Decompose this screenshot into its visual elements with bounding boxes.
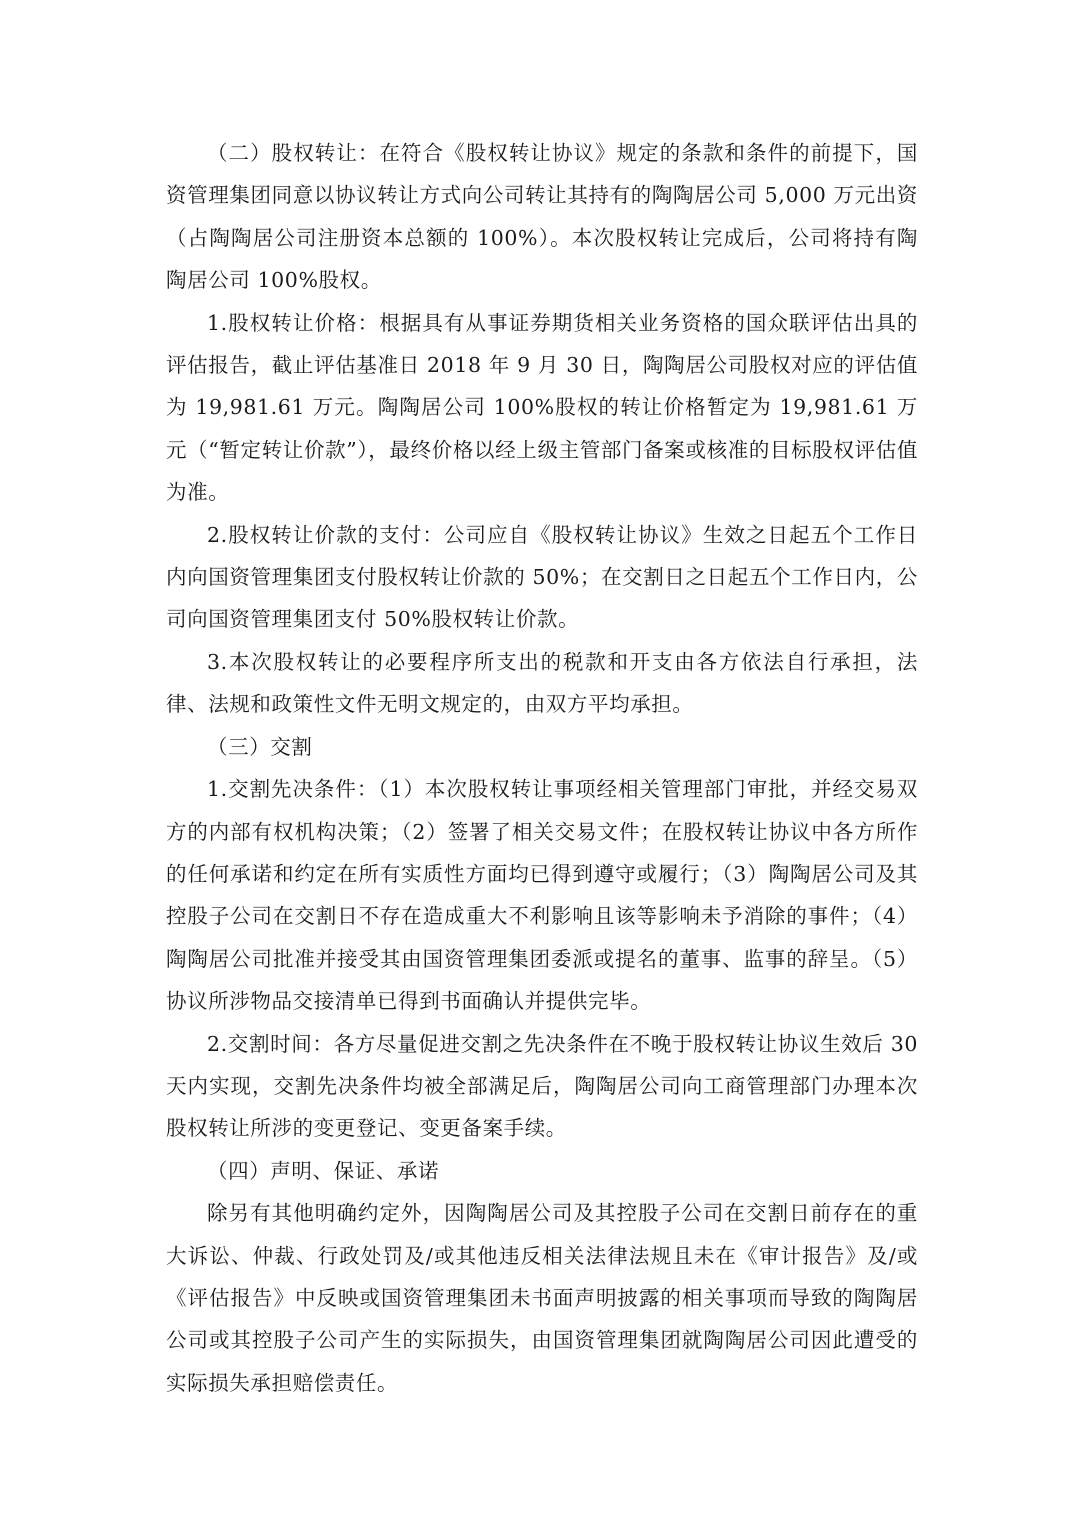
paragraph-closing-conditions: 1.交割先决条件：（1）本次股权转让事项经相关管理部门审批，并经交易双方的内部有权机构决策；（2）签署了相关交易文件；在股权转让协议中各方所作的任何承诺和约定在所有实质性方面均已得到遵守或履行；（3）陶陶居公司及其控股子公司在交割日不存在造成重大不利影响且该等影响未予消除的事件；（4）陶陶居公司批准并接受其由国资管理集团委派或提名的董事、监事的辞呈。（5）协议所涉物品交接清单已得到书面确认并提供完毕。 xyxy=(166,777,918,1014)
document-page xyxy=(166,132,918,1404)
paragraph-closing-time: 2.交割时间：各方尽量促进交割之先决条件在不晚于股权转让协议生效后 30 天内实现，交割先决条件均被全部满足后，陶陶居公司向工商管理部门办理本次股权转让所涉的变更登记、变更备案手续。 xyxy=(166,1031,918,1141)
paragraph-indemnity: 除另有其他明确约定外，因陶陶居公司及其控股子公司在交割日前存在的重大诉讼、仲裁、行政处罚及/或其他违反相关法律法规且未在《审计报告》及/或《评估报告》中反映或国资管理集团未书面声明披露的相关事项而导致的陶陶居公司或其控股子公司产生的实际损失，由国资管理集团就陶陶居公司因此遭受的实际损失承担赔偿责任。 xyxy=(166,1201,918,1395)
section-heading-closing: （三）交割 xyxy=(207,734,313,759)
paragraph-transfer-price: 1.股权转让价格：根据具有从事证券期货相关业务资格的国众联评估出具的评估报告，截止评估基准日 2018 年 9 月 30 日，陶陶居公司股权对应的评估值为 19,981.61 万元。陶陶居公司 100%股权的转让价格暂定为 19,981.61 万元（“暂定转让价款”），最终价格以经上级主管部门备案或核准的目标股权评估值为准。 xyxy=(166,310,918,505)
paragraph-payment: 2.股权转让价款的支付：公司应自《股权转让协议》生效之日起五个工作日内向国资管理集团支付股权转让价款的 50%；在交割日之日起五个工作日内，公司向国资管理集团支付 50%股权转让价款。 xyxy=(166,522,918,632)
paragraph-taxes: 3.本次股权转让的必要程序所支出的税款和开支由各方依法自行承担，法律、法规和政策性文件无明文规定的，由双方平均承担。 xyxy=(166,649,918,717)
paragraph-equity-transfer: （二）股权转让：在符合《股权转让协议》规定的条款和条件的前提下，国资管理集团同意以协议转让方式向公司转让其持有的陶陶居公司 5,000 万元出资（占陶陶居公司注册资本总额的 100%）。本次股权转让完成后，公司将持有陶陶居公司 100%股权。 xyxy=(166,141,918,293)
section-heading-representations: （四）声明、保证、承诺 xyxy=(207,1158,440,1183)
